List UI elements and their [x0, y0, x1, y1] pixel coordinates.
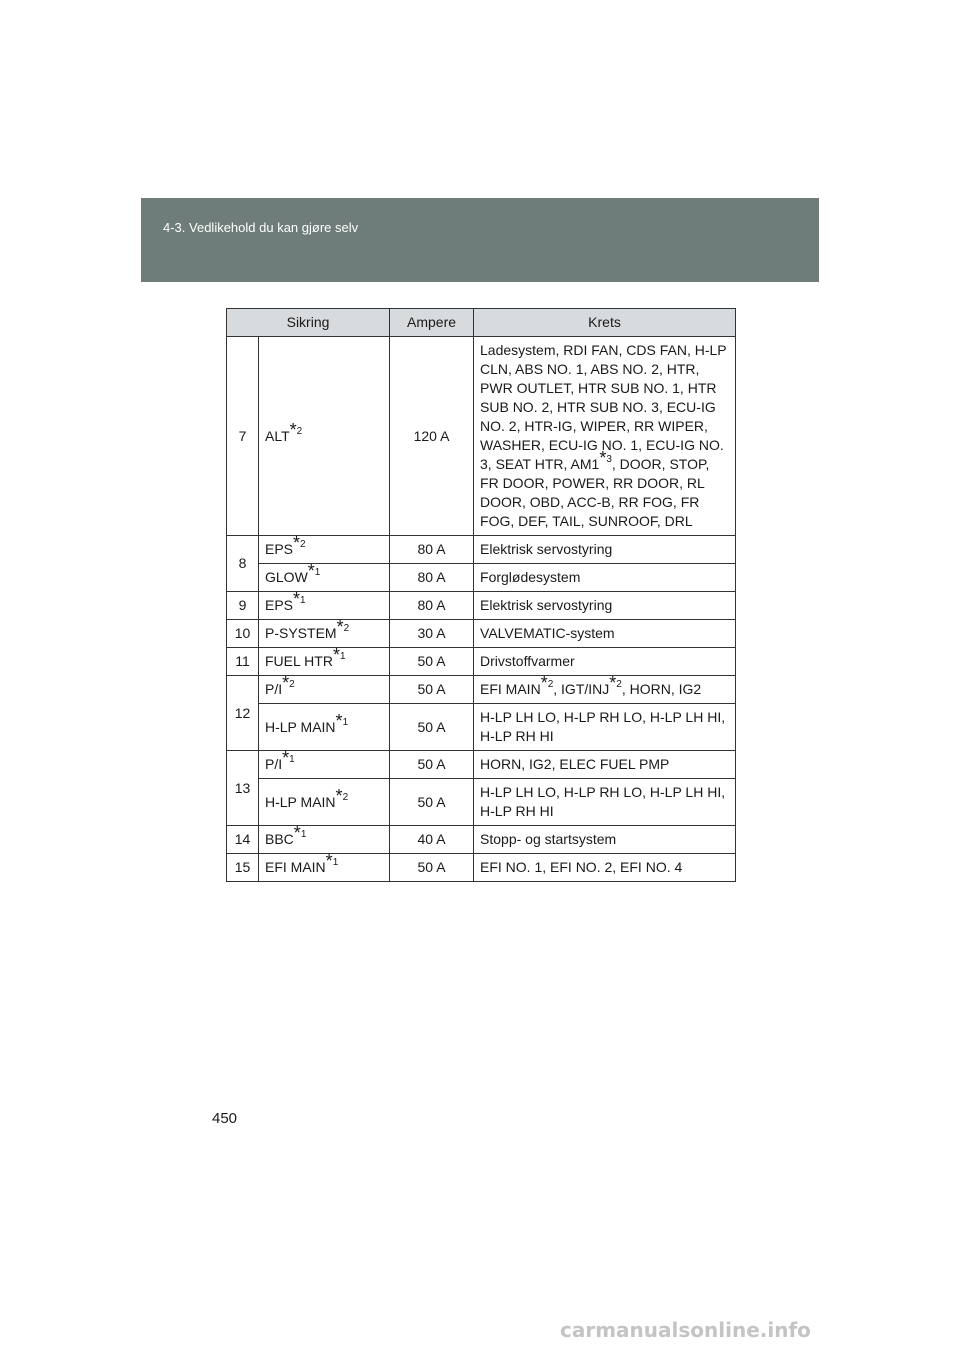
- fuse-circuit: EFI MAIN*$^2$, IGT/INJ*$^2$, HORN, IG2: [474, 676, 736, 704]
- fuse-ampere: 50 A: [390, 751, 474, 779]
- section-title: 4-3. Vedlikehold du kan gjøre selv: [163, 220, 359, 235]
- fuse-ampere: 50 A: [390, 779, 474, 826]
- fuse-name: FUEL HTR*$^1$: [259, 648, 390, 676]
- fuse-circuit: Elektrisk servostyring: [474, 592, 736, 620]
- fuse-name: GLOW*$^1$: [259, 564, 390, 592]
- fuse-circuit: HORN, IG2, ELEC FUEL PMP: [474, 751, 736, 779]
- fuse-number: 15: [227, 854, 259, 882]
- fuse-circuit: Elektrisk servostyring: [474, 536, 736, 564]
- fuse-name: P/I*$^1$: [259, 751, 390, 779]
- fuse-number: 8: [227, 536, 259, 592]
- fuse-ampere: 120 A: [390, 337, 474, 536]
- fuse-circuit: Forglødesystem: [474, 564, 736, 592]
- table-row: [227, 564, 736, 592]
- fuse-ampere: 80 A: [390, 536, 474, 564]
- fuse-circuit: H-LP LH LO, H-LP RH LO, H-LP LH HI, H-LP RH HI: [474, 704, 736, 751]
- fuse-number: 12: [227, 676, 259, 751]
- fuse-name: ALT*$^2$: [259, 337, 390, 536]
- fuse-circuit: EFI NO. 1, EFI NO. 2, EFI NO. 4: [474, 854, 736, 882]
- fuse-name: H-LP MAIN*$^2$: [259, 779, 390, 826]
- fuse-table: [226, 308, 736, 882]
- fuse-circuit: VALVEMATIC-system: [474, 620, 736, 648]
- table-row: [227, 704, 736, 751]
- fuse-ampere: 40 A: [390, 826, 474, 854]
- fuse-circuit: H-LP LH LO, H-LP RH LO, H-LP LH HI, H-LP RH HI: [474, 779, 736, 826]
- table-row: [227, 751, 736, 779]
- col-header-ampere: Ampere: [390, 309, 474, 337]
- col-header-krets: Krets: [474, 309, 736, 337]
- table-row: [227, 648, 736, 676]
- fuse-number: 11: [227, 648, 259, 676]
- fuse-ampere: 80 A: [390, 564, 474, 592]
- fuse-circuit: Stopp- og startsystem: [474, 826, 736, 854]
- table-header-row: [227, 309, 736, 337]
- table-row: [227, 779, 736, 826]
- fuse-ampere: 30 A: [390, 620, 474, 648]
- table-row: [227, 826, 736, 854]
- fuse-ampere: 50 A: [390, 648, 474, 676]
- fuse-name: BBC*$^1$: [259, 826, 390, 854]
- table-row: [227, 620, 736, 648]
- section-header-band: [141, 198, 819, 282]
- fuse-name: H-LP MAIN*$^1$: [259, 704, 390, 751]
- watermark-logo: carmanualsonline.info: [560, 1318, 811, 1342]
- fuse-name: EPS*$^2$: [259, 536, 390, 564]
- col-header-sikring: Sikring: [227, 309, 390, 337]
- fuse-number: 10: [227, 620, 259, 648]
- fuse-name: EPS*$^1$: [259, 592, 390, 620]
- fuse-number: 13: [227, 751, 259, 826]
- fuse-name: P/I*$^2$: [259, 676, 390, 704]
- table-row: [227, 337, 736, 536]
- fuse-ampere: 80 A: [390, 592, 474, 620]
- fuse-name: P-SYSTEM*$^2$: [259, 620, 390, 648]
- table-row: [227, 536, 736, 564]
- fuse-number: 14: [227, 826, 259, 854]
- fuse-circuit: Drivstoffvarmer: [474, 648, 736, 676]
- table-row: [227, 592, 736, 620]
- page-number: 450: [212, 1110, 238, 1127]
- fuse-name: EFI MAIN*$^1$: [259, 854, 390, 882]
- table-row: [227, 854, 736, 882]
- fuse-number: 7: [227, 337, 259, 536]
- fuse-circuit: Ladesystem, RDI FAN, CDS FAN, H-LP CLN, ABS NO. 1, ABS NO. 2, HTR, PWR OUTLET, HTR SUB NO. 1, HTR SUB NO. 2, HTR SUB NO. 3, ECU-IG NO. 2, HTR-IG, WIPER, RR WIPER, WASHER, ECU-IG NO. 1, ECU-IG NO. 3, SEAT HTR, AM1*$^3$, DOOR, STOP, FR DOOR, POWER, RR DOOR, RL DOOR, OBD, ACC-B, RR FOG, FR FOG, DEF, TAIL, SUNROOF, DRL: [474, 337, 736, 536]
- fuse-number: 9: [227, 592, 259, 620]
- fuse-ampere: 50 A: [390, 676, 474, 704]
- table-row: [227, 676, 736, 704]
- fuse-ampere: 50 A: [390, 854, 474, 882]
- fuse-ampere: 50 A: [390, 704, 474, 751]
